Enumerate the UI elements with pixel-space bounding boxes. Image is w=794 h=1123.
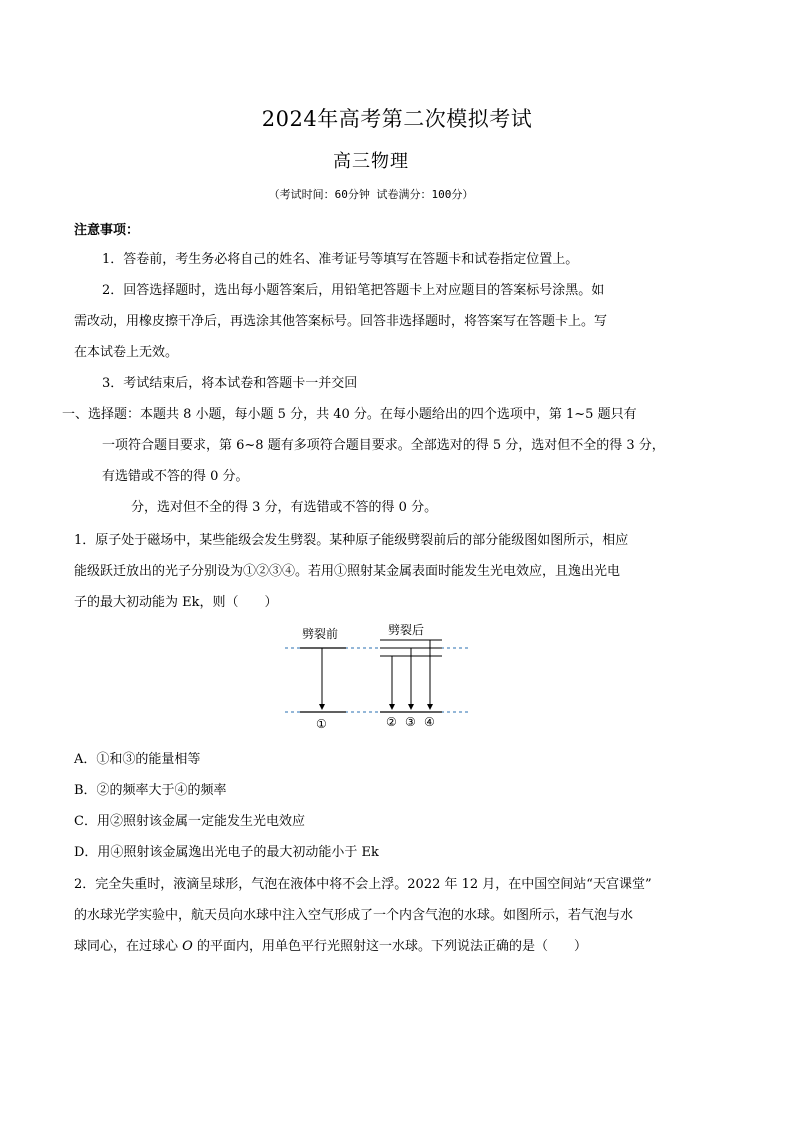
subject-title: 高三物理 bbox=[333, 151, 409, 172]
section-1-line-3: 有选错或不答的得 0 分。 bbox=[102, 469, 249, 484]
question-1-option-a: A．①和③的能量相等 bbox=[74, 752, 201, 767]
marker-3: ③ bbox=[405, 715, 416, 729]
notice-heading: 注意事项： bbox=[74, 223, 140, 238]
notice-item-2-line-1: 2．回答选择题时，选出每小题答案后，用铅笔把答题卡上对应题目的答案标号涂黑。如 bbox=[102, 283, 605, 298]
label-after-split: 劈裂后 bbox=[388, 623, 425, 637]
label-before-split: 劈裂前 bbox=[302, 627, 339, 641]
exam-info: （考试时间：60分钟 试卷满分：100分） bbox=[268, 188, 474, 201]
question-1-option-c: C．用②照射该金属一定能发生光电效应 bbox=[74, 814, 305, 829]
notice-item-1: 1．答卷前，考生务必将自己的姓名、准考证号等填写在答题卡和试卷指定位置上。 bbox=[102, 252, 579, 267]
notice-item-2-line-3: 在本试卷上无效。 bbox=[74, 345, 179, 360]
section-1-line-2: 一项符合题目要求，第 6~8 题有多项符合题目要求。全部选对的得 5 分，选对但不全的得 3 分， bbox=[102, 438, 665, 453]
question-2-line-3-pre: 球同心，在过球心 bbox=[74, 939, 183, 954]
question-1-line-2: 能级跃迁放出的光子分别设为①②③④。若用①照射某金属表面时能发生光电效应，且逸出光电 bbox=[74, 564, 621, 579]
question-2-line-2: 的水球光学实验中，航天员向水球中注入空气形成了一个内含气泡的水球。如图所示，若气泡与水 bbox=[74, 908, 634, 923]
question-1-option-b: B．②的频率大于④的频率 bbox=[74, 783, 227, 798]
question-1-line-3: 子的最大初动能为 Ek，则（ ） bbox=[74, 595, 278, 610]
question-2-line-3-post: 的平面内，用单色平行光照射这一水球。下列说法正确的是（ ） bbox=[192, 939, 587, 954]
question-1-line-1: 1．原子处于磁场中，某些能级会发生劈裂。某种原子能级劈裂前后的部分能级图如图所示，相应 bbox=[74, 533, 629, 548]
question-2-line-3 bbox=[74, 935, 587, 954]
notice-item-2-line-2: 需改动，用橡皮擦干净后，再选涂其他答案标号。回答非选择题时，将答案写在答题卡上。写 bbox=[74, 314, 608, 329]
marker-1: ① bbox=[316, 717, 327, 731]
question-2-line-1: 2．完全失重时，液滴呈球形，气泡在液体中将不会上浮。2022 年 12 月，在中国空间站“天宫课堂” bbox=[74, 877, 652, 892]
section-1-line-1: 一、选择题：本题共 8 小题，每小题 5 分，共 40 分。在每小题给出的四个选项中，第 1~5 题只有 bbox=[62, 407, 637, 422]
marker-2: ② bbox=[386, 715, 397, 729]
marker-4: ④ bbox=[424, 715, 435, 729]
energy-level-diagram bbox=[280, 618, 480, 736]
section-1-line-4: 分，选对但不全的得 3 分，有选错或不答的得 0 分。 bbox=[131, 500, 438, 515]
question-1-option-d: D．用④照射该金属逸出光电子的最大初动能小于 Ek bbox=[74, 845, 379, 860]
sphere-center-label: O bbox=[182, 939, 193, 954]
exam-title: 2024年高考第二次模拟考试 bbox=[261, 107, 533, 131]
notice-item-3: 3．考试结束后，将本试卷和答题卡一并交回 bbox=[102, 376, 358, 391]
